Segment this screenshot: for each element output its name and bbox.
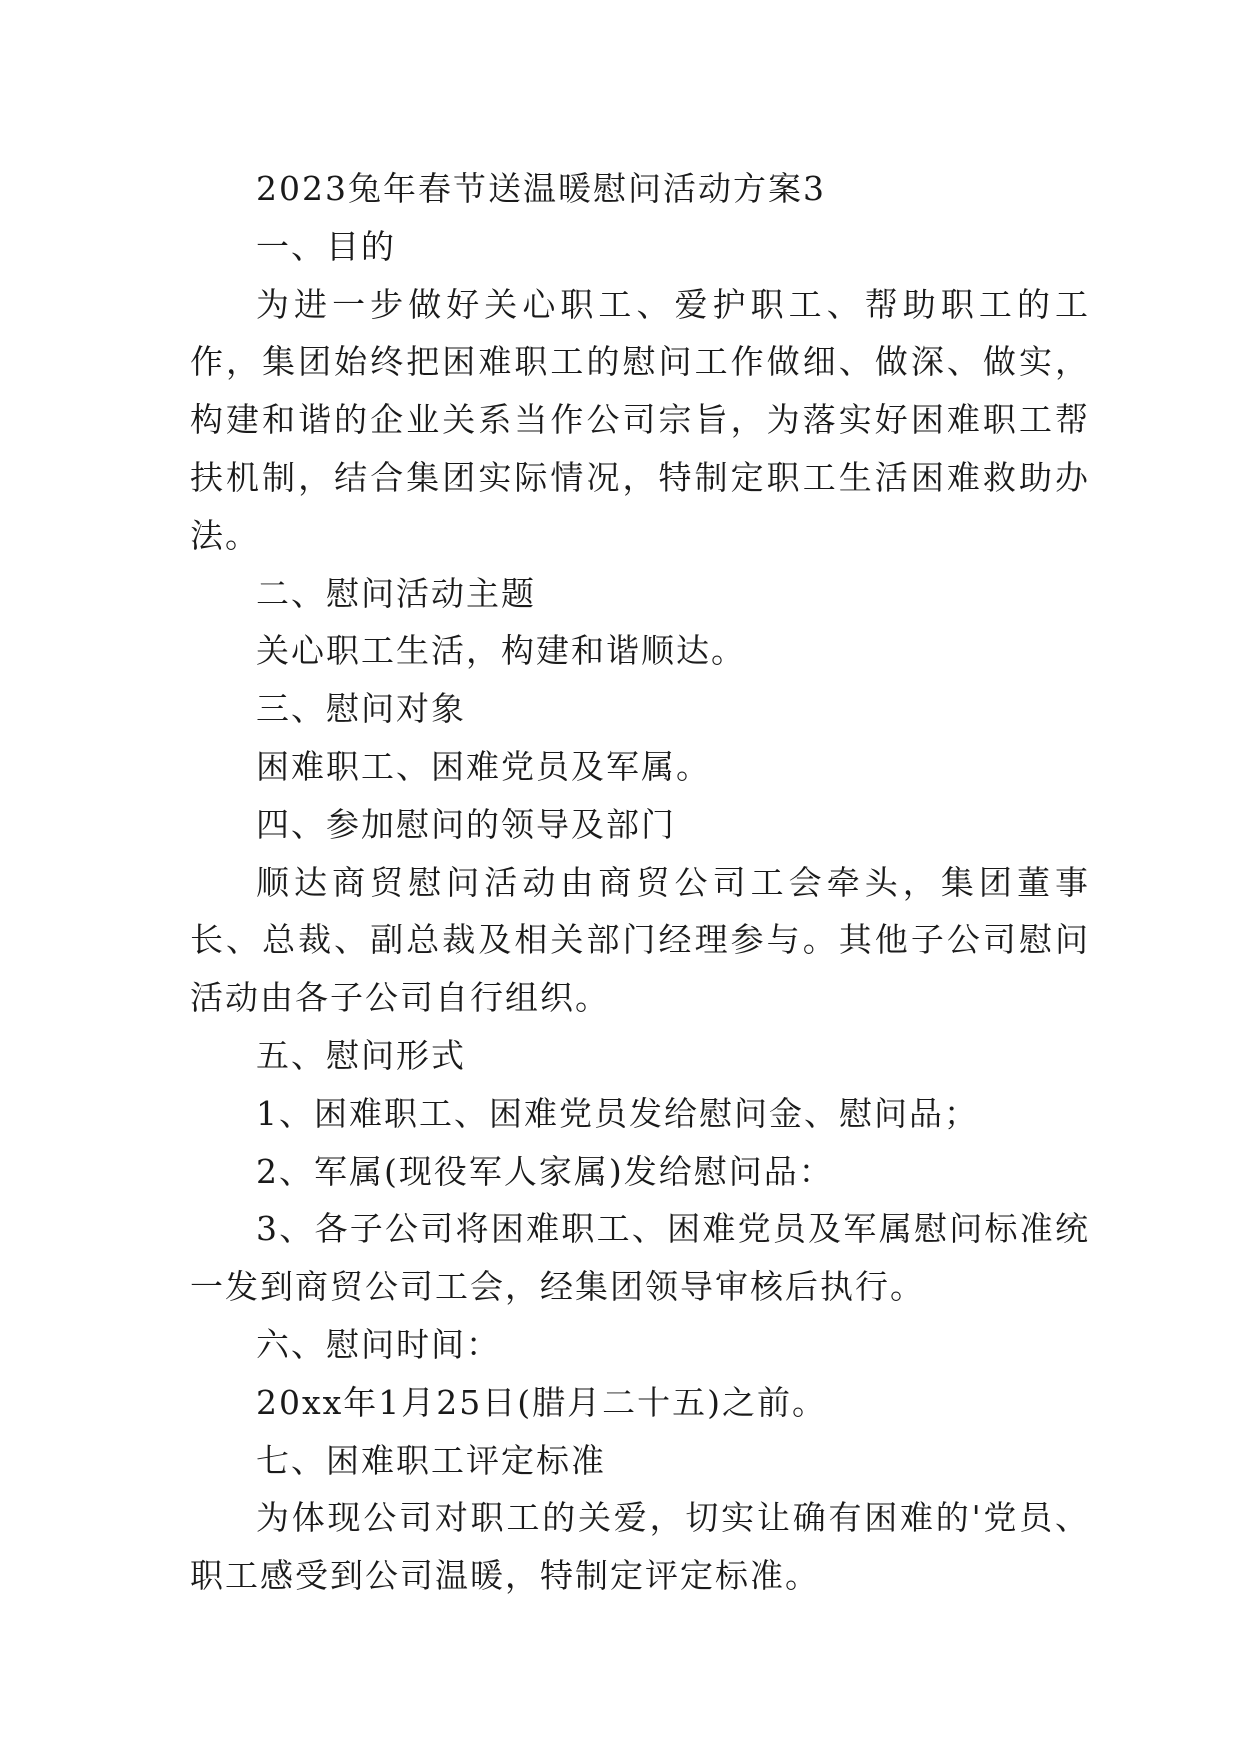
section-heading-targets: 三、慰问对象 [256, 689, 466, 729]
section-heading-criteria: 七、困难职工评定标准 [256, 1440, 606, 1480]
document-title: 2023兔年春节送温暖慰问活动方案3 [256, 169, 826, 208]
list-item-form-1: 1、困难职工、困难党员发给慰问金、慰问品； [256, 1093, 979, 1133]
list-item-form-2: 2、军属(现役军人家属)发给慰问品： [256, 1151, 834, 1191]
list-item-form-3: 3、各子公司将困难职工、困难党员及军属慰问标准统一发到商贸公司工会，经集团领导审核后执行。 [190, 1209, 1090, 1307]
paragraph-theme: 关心职工生活，构建和谐顺达。 [256, 631, 746, 671]
section-heading-purpose: 一、目的 [256, 226, 396, 266]
section-heading-forms: 五、慰问形式 [256, 1035, 466, 1075]
section-heading-theme: 二、慰问活动主题 [256, 573, 536, 613]
section-heading-leaders: 四、参加慰问的领导及部门 [256, 804, 676, 844]
paragraph-criteria: 为体现公司对职工的关爱，切实让确有困难的'党员、职工感受到公司温暖，特制定评定标准。 [190, 1498, 1090, 1596]
paragraph-targets: 困难职工、困难党员及军属。 [256, 746, 711, 786]
paragraph-time: 20xx年1月25日(腊月二十五)之前。 [256, 1382, 827, 1422]
paragraph-purpose: 为进一步做好关心职工、爱护职工、帮助职工的工作，集团始终把困难职工的慰问工作做细、做深、做实，构建和谐的企业关系当作公司宗旨，为落实好困难职工帮扶机制，结合集团实际情况，特制定职工生活困难救助办法。 [190, 284, 1090, 555]
document-body [190, 160, 1090, 1605]
paragraph-leaders: 顺达商贸慰问活动由商贸公司工会牵头，集团董事长、总裁、副总裁及相关部门经理参与。其他子公司慰问活动由各子公司自行组织。 [190, 862, 1090, 1018]
section-heading-time: 六、慰问时间： [256, 1324, 501, 1364]
